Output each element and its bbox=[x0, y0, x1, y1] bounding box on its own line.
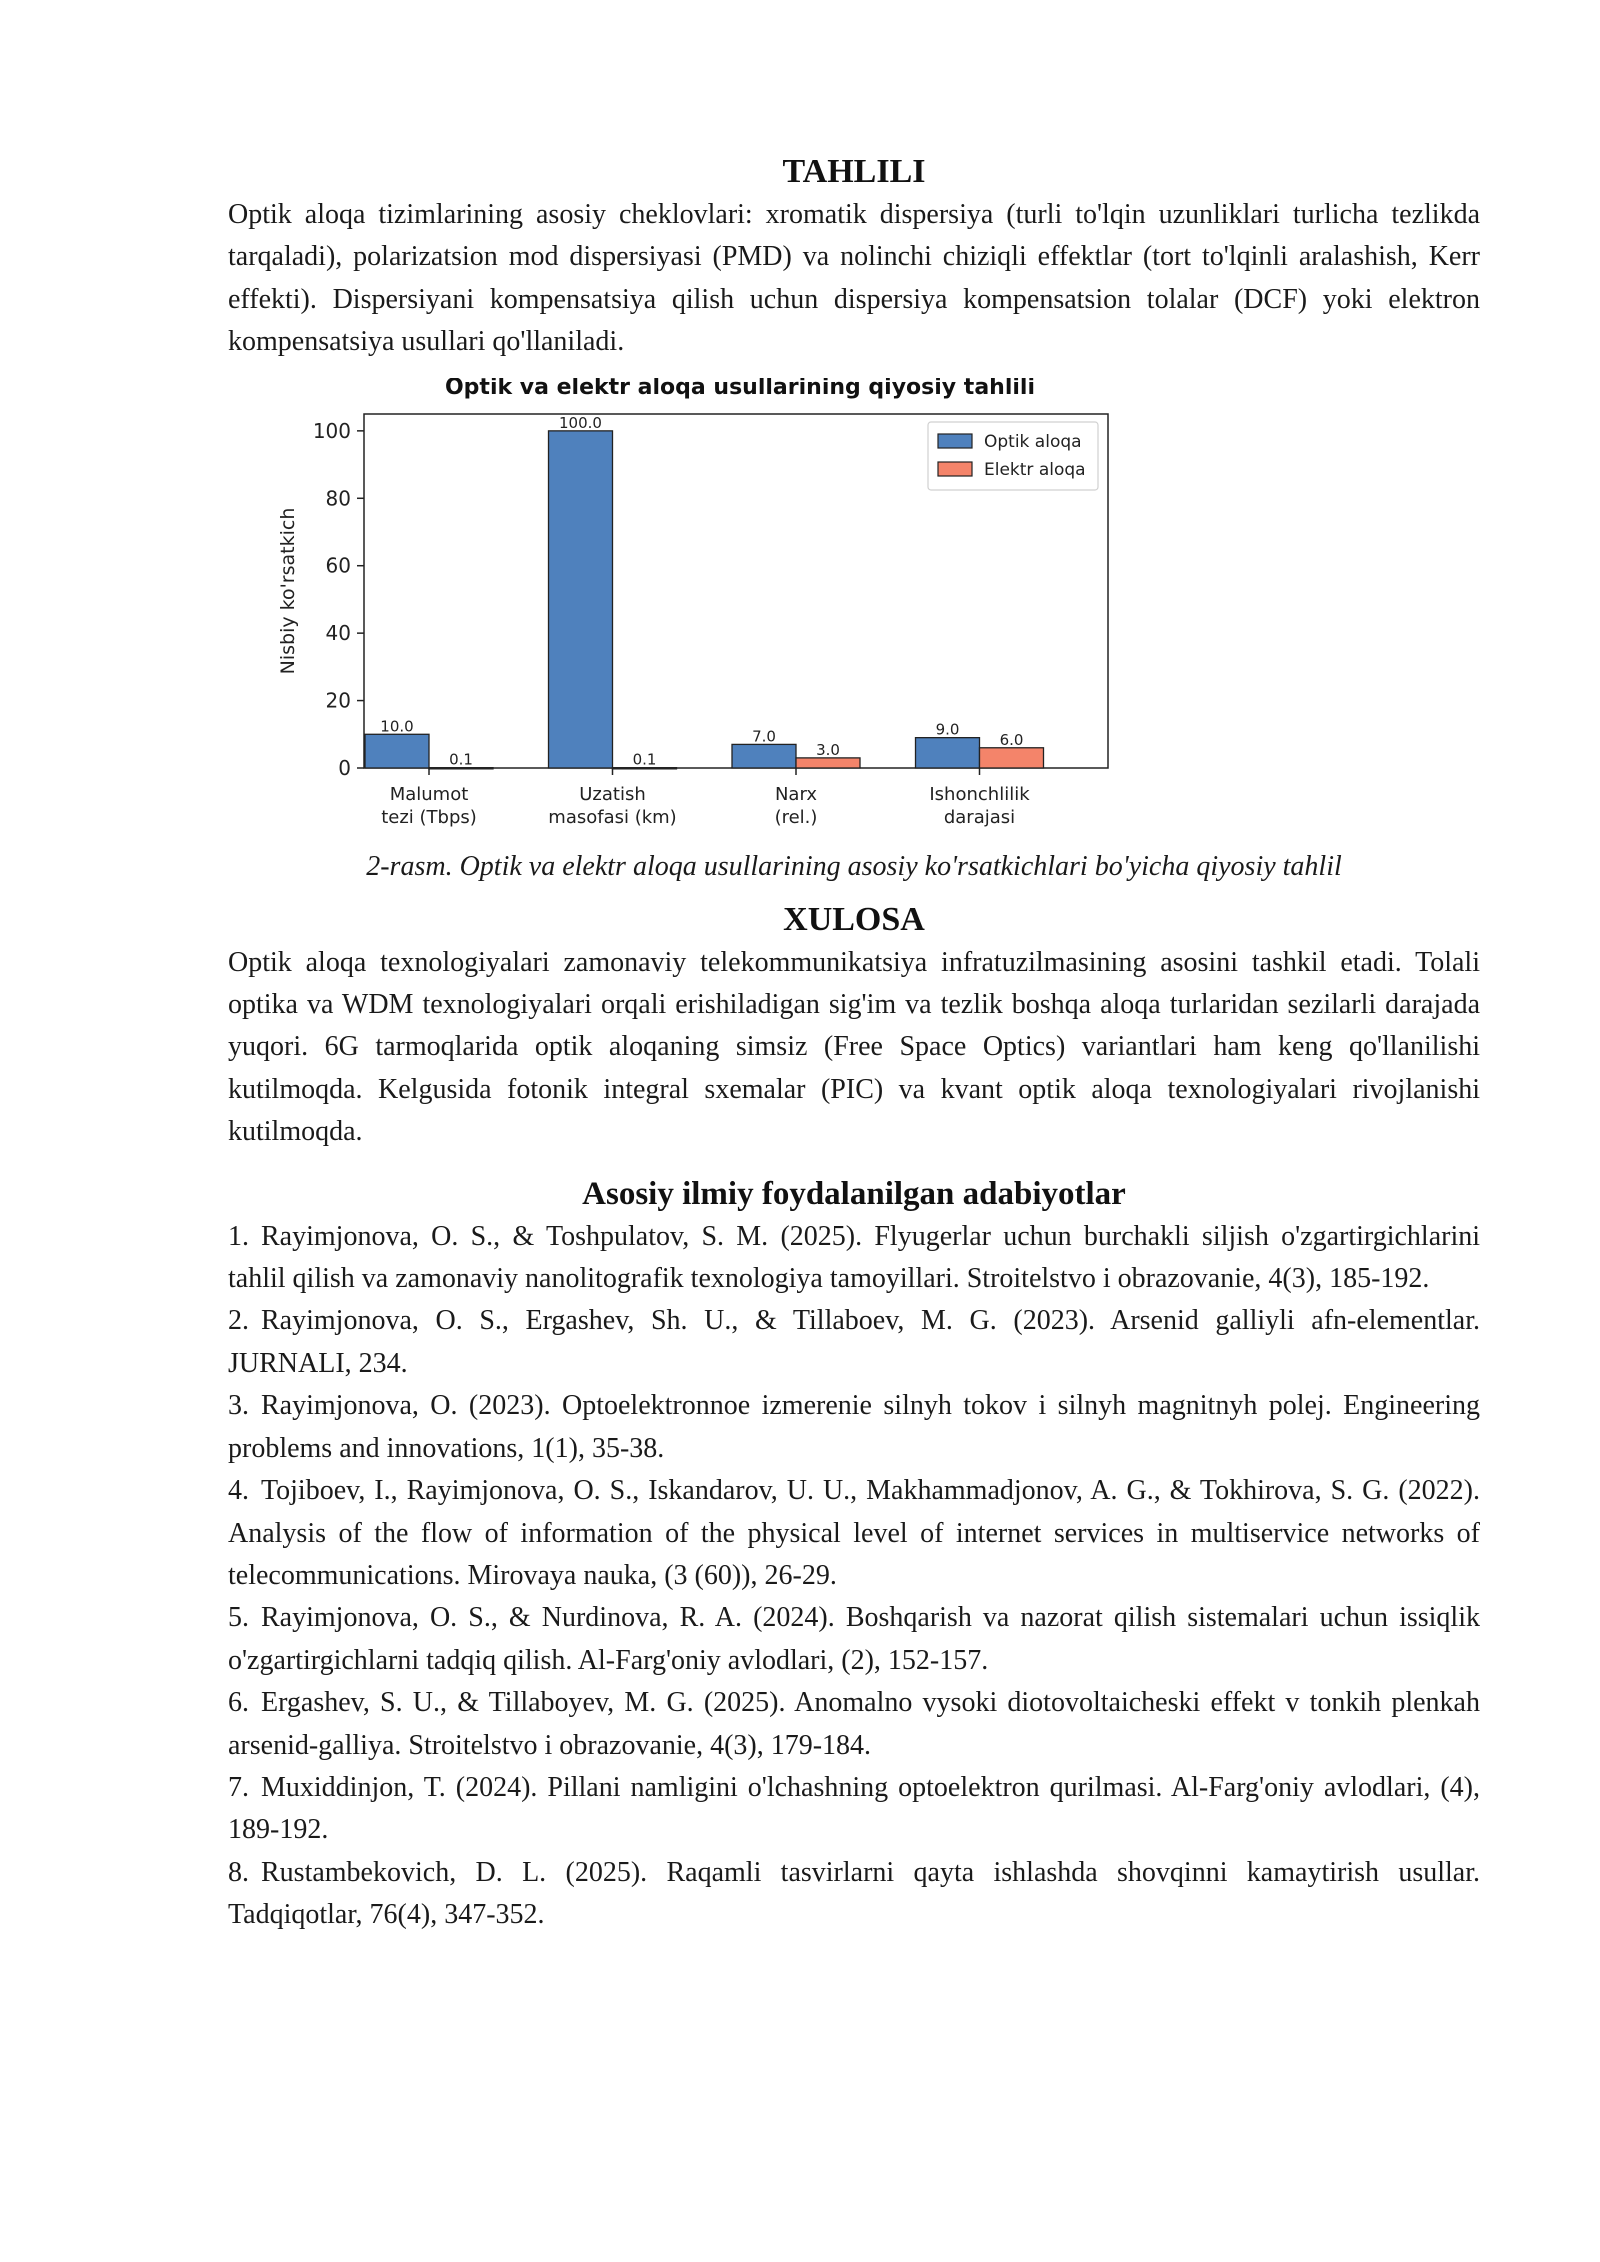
references-list bbox=[228, 1216, 1480, 1937]
reference-number: 7. bbox=[228, 1771, 249, 1803]
chart-svg bbox=[240, 378, 1140, 838]
reference-item bbox=[228, 1682, 1480, 1767]
x-tick-label: (rel.) bbox=[774, 806, 818, 828]
conclusion-paragraph: Optik aloqa texnologiyalari zamonaviy telekommunikatsiya infratuzilmasining asosini tashkil etadi. Tolali optika va WDM texnologiyalari orqali erishiladigan sig'im va tezlik boshqa aloqa turlaridan sezilarli darajada yuqori. 6G tarmoqlarida optik aloqaning simsiz (Free Space Optics) variantlari ham keng qo'llanilishi kutilmoqda. Kelgusida fotonik integral sxemalar (PIC) va kvant optik aloqa texnologiyalari rivojlanishi kutilmoqda. bbox=[228, 946, 1480, 1148]
chart-title: Optik va elektr aloqa usullarining qiyosiy tahlili bbox=[444, 377, 1036, 400]
comparison-chart bbox=[240, 378, 1140, 838]
reference-item bbox=[228, 1597, 1480, 1682]
document-body bbox=[228, 150, 1480, 1937]
reference-text: Rayimjonova, O. S., & Nurdinova, R. A. (2024). Boshqarish va nazorat qilish sistemalari uchun issiqlik o'zgartirgichlarni tadqiq qilish. Al-Farg'oniy avlodlari, (2), 152-157. bbox=[228, 1602, 1480, 1676]
reference-number: 8. bbox=[228, 1856, 249, 1888]
reference-text: Rayimjonova, O. S., Ergashev, Sh. U., & Tillaboev, M. G. (2023). Arsenid galliyli afn-elementlar. JURNALI, 234. bbox=[228, 1305, 1480, 1379]
bar-value-label: 7.0 bbox=[752, 727, 776, 746]
reference-text: Muxiddinjon, T. (2024). Pillani namligini o'lchashning optoelektron qurilmasi. Al-Farg'oniy avlodlari, (4), 189-192. bbox=[228, 1771, 1480, 1846]
reference-item bbox=[228, 1216, 1480, 1301]
reference-item bbox=[228, 1852, 1480, 1937]
bar-value-label: 0.1 bbox=[449, 750, 473, 769]
x-tick-label: Narx bbox=[774, 783, 818, 805]
bar-optik bbox=[916, 737, 980, 767]
x-tick-label: tezi (Tbps) bbox=[381, 806, 477, 828]
bar-optik bbox=[549, 430, 613, 767]
x-tick-label: Ishonchlilik bbox=[929, 783, 1030, 805]
reference-item bbox=[228, 1470, 1480, 1597]
reference-item bbox=[228, 1385, 1480, 1470]
bar-elektr bbox=[980, 747, 1044, 767]
y-tick-label: 100 bbox=[312, 418, 351, 443]
legend-swatch bbox=[938, 462, 972, 476]
y-tick-label: 0 bbox=[338, 755, 351, 780]
bar-value-label: 9.0 bbox=[935, 720, 960, 739]
y-tick-label: 40 bbox=[325, 620, 351, 645]
analysis-paragraph: Optik aloqa tizimlarining asosiy cheklovlari: xromatik dispersiya (turli to'lqin uzunliklari turlicha tezlikda tarqaladi), polarizatsion mod dispersiyasi (PMD) va nolinchi chiziqli effektlar (tort to'lqinli aralashish, Kerr effekti). Dispersiyani kompensatsiya qilish uchun dispersiya kompensatsion tolalar (DCF) yoki elektron kompensatsiya usullari qo'llaniladi. bbox=[228, 199, 1480, 358]
bar-value-label: 10.0 bbox=[380, 716, 414, 735]
x-tick-label: Uzatish bbox=[579, 783, 646, 805]
reference-number: 3. bbox=[228, 1390, 249, 1422]
legend-label: Optik aloqa bbox=[984, 431, 1082, 452]
y-tick-label: 60 bbox=[325, 553, 351, 578]
legend-swatch bbox=[938, 434, 972, 448]
bar-elektr bbox=[796, 758, 860, 768]
reference-number: 1. bbox=[228, 1220, 249, 1252]
y-tick-label: 20 bbox=[325, 688, 351, 713]
reference-text: Ergashev, S. U., & Tillaboyev, M. G. (2025). Anomalno vysoki diotovoltaicheski effekt v tonkih plenkah arsenid-galliya. Stroitelstvo i obrazovanie, 4(3), 179-184. bbox=[228, 1687, 1480, 1761]
reference-text: Rayimjonova, O. (2023). Optoelektronnoe izmerenie silnyh tokov i silnyh magnitnyh polej. Engineering problems and innovations, 1(1), 35-38. bbox=[228, 1390, 1480, 1464]
reference-item bbox=[228, 1300, 1480, 1385]
reference-number: 2. bbox=[228, 1305, 249, 1337]
section-title-tahlili: TAHLILI bbox=[782, 153, 926, 190]
legend-label: Elektr aloqa bbox=[984, 459, 1086, 480]
reference-number: 6. bbox=[228, 1687, 249, 1719]
reference-number: 4. bbox=[228, 1475, 249, 1507]
bar-optik bbox=[732, 744, 796, 768]
references-title: Asosiy ilmiy foydalanilgan adabiyotlar bbox=[582, 1175, 1126, 1212]
reference-text: Tojiboev, I., Rayimjonova, O. S., Iskandarov, U. U., Makhammadjonov, A. G., & Tokhirova, S. G. (2022). Analysis of the flow of information of the physical level of internet services in multiservice networks of telecommunications. Mirovaya nauka, (3 (60)), 26-29. bbox=[228, 1475, 1480, 1591]
reference-number: 5. bbox=[228, 1602, 249, 1634]
y-tick-label: 80 bbox=[325, 485, 351, 510]
bar-optik bbox=[365, 734, 429, 768]
x-tick-label: Malumot bbox=[389, 783, 469, 805]
reference-text: Rustambekovich, D. L. (2025). Raqamli tasvirlarni qayta ishlashda shovqinni kamaytirish usullar. Tadqiqotlar, 76(4), 347-352. bbox=[228, 1856, 1480, 1931]
bar-value-label: 6.0 bbox=[999, 730, 1024, 749]
bar-value-label: 100.0 bbox=[559, 413, 602, 432]
figure-caption: 2-rasm. Optik va elektr aloqa usullarining asosiy ko'rsatkichlari bo'yicha qiyosiy tahlil bbox=[366, 850, 1342, 882]
x-tick-label: masofasi (km) bbox=[548, 806, 677, 828]
y-axis-label: Nisbiy ko'rsatkich bbox=[277, 507, 299, 675]
section-title-xulosa: XULOSA bbox=[783, 900, 925, 938]
x-tick-label: darajasi bbox=[943, 806, 1016, 828]
reference-item bbox=[228, 1767, 1480, 1852]
bar-value-label: 3.0 bbox=[816, 740, 840, 759]
reference-text: Rayimjonova, O. S., & Toshpulatov, S. M. (2025). Flyugerlar uchun burchakli siljish o'zgartirgichlarini tahlil qilish va zamonaviy nanolitografik texnologiya tamoyillari. Stroitelstvo i obrazovanie, 4(3), 185-192. bbox=[228, 1220, 1480, 1295]
bar-value-label: 0.1 bbox=[632, 750, 657, 769]
